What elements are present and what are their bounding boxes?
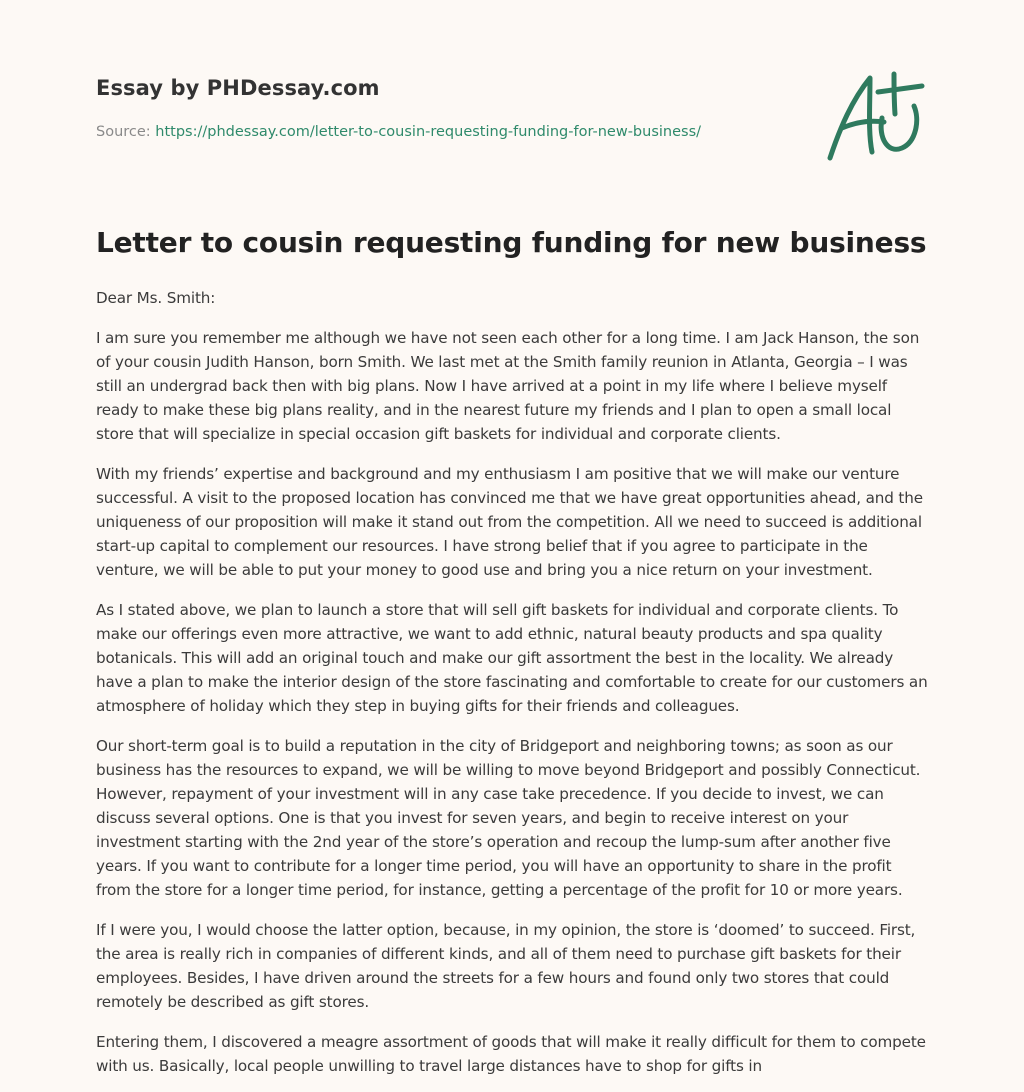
paragraph: Entering them, I discovered a meagre assortment of goods that will make it really difficult for them to compete with us. Basically, local people unwilling to travel large distances have to shop for gifts in (96, 1033, 926, 1075)
paragraph: If I were you, I would choose the latter option, because, in my opinion, the store is ‘doomed’ to succeed. First, the area is really rich in companies of different kinds, and all of them need to purchase gift baskets for their employees. Besides, I have driven around the streets for a few hours and found only two stores that could remotely be described as gift stores. (96, 921, 916, 1011)
source-label: Source: (96, 124, 156, 140)
paragraph: With my friends’ expertise and background and my enthusiasm I am positive that we will make our venture successful. A visit to the proposed location has convinced me that we have great opportunities ahead, and the uniqueness of our proposition will make it stand out from the competition. All we need to succeed is additional start-up capital to complement our resources. I have strong belief that if you agree to participate in the venture, we will be able to put your money to good use and bring you a nice return on your investment. (96, 465, 923, 579)
source-line (96, 124, 701, 140)
a-plus-grade-icon (818, 66, 932, 166)
paragraph-salutation: Dear Ms. Smith: (96, 289, 216, 307)
source-link[interactable]: https://phdessay.com/letter-to-cousin-requesting-funding-for-new-business/ (155, 124, 702, 140)
paragraph: Our short-term goal is to build a reputation in the city of Bridgeport and neighboring towns; as soon as our business has the resources to expand, we will be willing to move beyond Bridgeport and possibly Connecticut. However, repayment of your investment will in any case take precedence. If you decide to invest, we can discuss several options. One is that you invest for seven years, and begin to receive interest on your investment starting with the 2nd year of the store’s operation and recoup the lump-sum after another five years. If you want to contribute for a longer time period, you will have an opportunity to share in the profit from the store for a longer time period, for instance, getting a percentage of the profit for 10 or more years. (96, 737, 921, 899)
site-title: Essay by PHDessay.com (96, 76, 380, 100)
essay-body (96, 286, 928, 1092)
paragraph: As I stated above, we plan to launch a store that will sell gift baskets for individual and corporate clients. To make our offerings even more attractive, we want to add ethnic, natural beauty products and spa quality botanicals. This will add an original touch and make our gift assortment the best in the locality. We already have a plan to make the interior design of the store fascinating and comfortable to create for our customers an atmosphere of holiday which they step in buying gifts for their friends and colleagues. (96, 601, 928, 715)
paragraph: I am sure you remember me although we have not seen each other for a long time. I am Jack Hanson, the son of your cousin Judith Hanson, born Smith. We last met at the Smith family reunion in Atlanta, Georgia – I was still an undergrad back then with big plans. Now I have arrived at a point in my life where I believe myself ready to make these big plans reality, and in the nearest future my friends and I plan to open a small local store that will specialize in special occasion gift baskets for individual and corporate clients. (96, 329, 920, 443)
essay-title: Letter to cousin requesting funding for new business (96, 226, 927, 259)
